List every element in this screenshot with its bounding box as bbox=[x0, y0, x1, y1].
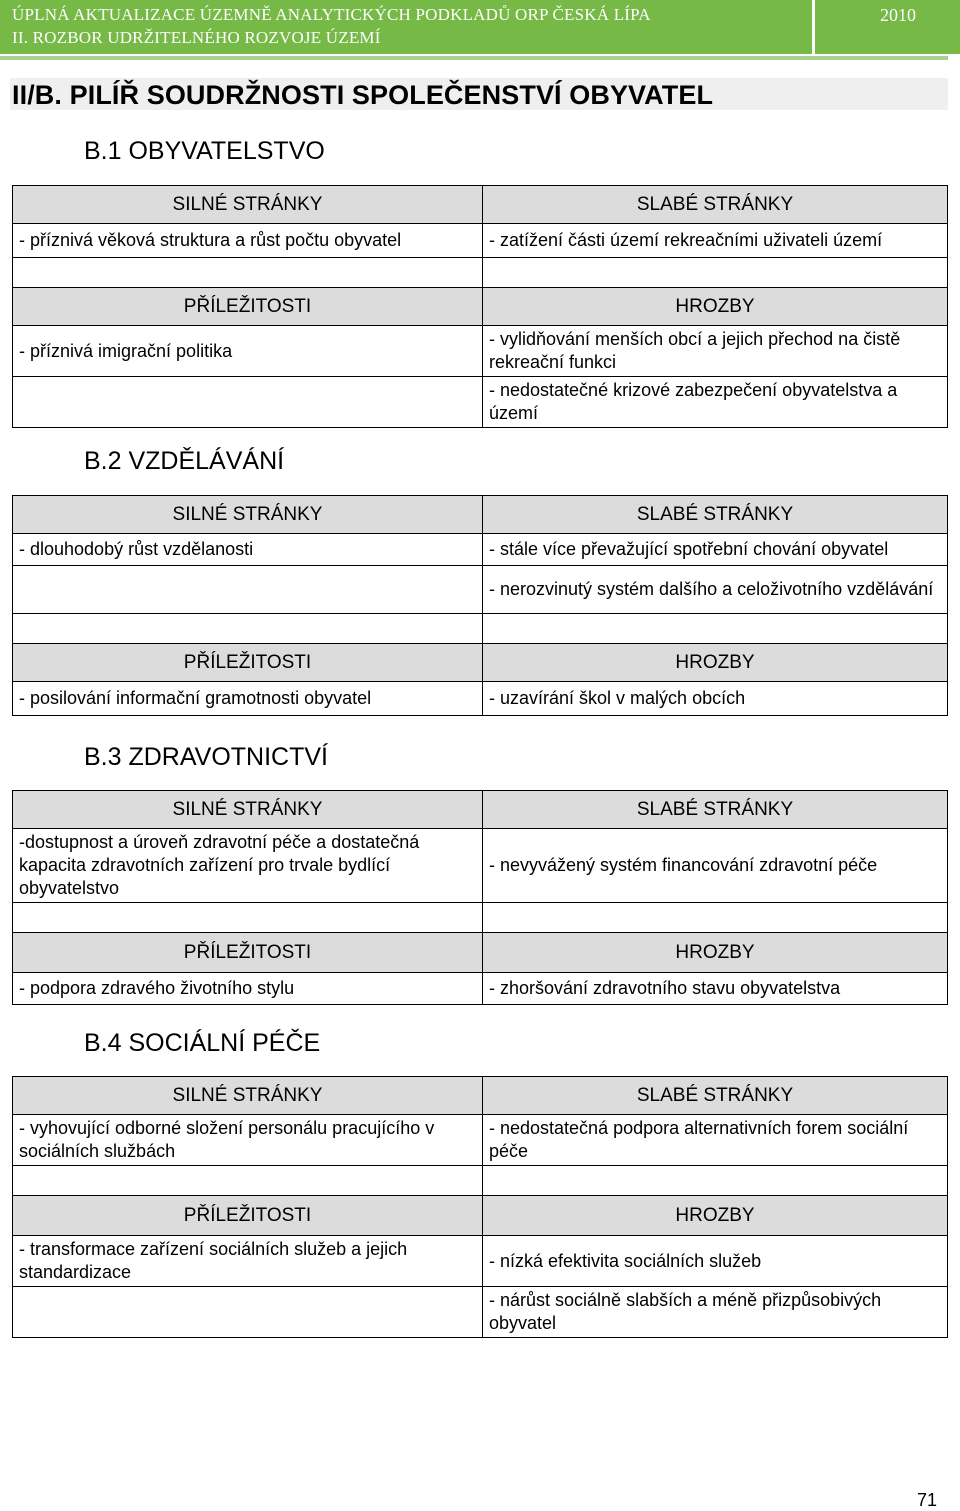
opportunity-item: - příznivá imigrační politika bbox=[13, 326, 483, 377]
threat-item: - nedostatečné krizové zabezpečení obyvatelstva a území bbox=[483, 377, 948, 428]
section-title-b3: B.3 ZDRAVOTNICTVÍ bbox=[84, 743, 329, 771]
header-title-block bbox=[6, 0, 812, 54]
weaknesses-header: SLABÉ STRÁNKY bbox=[483, 791, 948, 829]
opportunities-header: PŘÍLEŽITOSTI bbox=[13, 288, 483, 326]
strengths-header: SILNÉ STRÁNKY bbox=[13, 496, 483, 534]
header-banner bbox=[0, 0, 960, 54]
opportunity-item: - transformace zařízení sociálních služeb a jejich standardizace bbox=[13, 1236, 483, 1287]
weakness-item: - nedostatečná podpora alternativních forem sociální péče bbox=[483, 1115, 948, 1166]
strengths-header: SILNÉ STRÁNKY bbox=[13, 791, 483, 829]
threats-header: HROZBY bbox=[483, 933, 948, 973]
threat-item: - nízká efektivita sociálních služeb bbox=[483, 1236, 948, 1287]
strength-item: - příznivá věková struktura a růst počtu obyvatel bbox=[13, 224, 483, 258]
empty-cell bbox=[13, 903, 483, 933]
swot-table-b2 bbox=[12, 495, 948, 716]
threat-item: - uzavírání škol v malých obcích bbox=[483, 682, 948, 716]
weaknesses-header: SLABÉ STRÁNKY bbox=[483, 496, 948, 534]
swot-table-b4 bbox=[12, 1076, 948, 1338]
empty-cell bbox=[483, 614, 948, 644]
header-year: 2010 bbox=[880, 5, 916, 25]
empty-cell bbox=[483, 258, 948, 288]
threats-header: HROZBY bbox=[483, 1196, 948, 1236]
threat-item: - vylidňování menších obcí a jejich přechod na čistě rekreační funkci bbox=[483, 326, 948, 377]
threat-item: - nárůst sociálně slabších a méně přizpůsobivých obyvatel bbox=[483, 1287, 948, 1338]
page-number: 71 bbox=[917, 1490, 938, 1510]
section-title-b1: B.1 OBYVATELSTVO bbox=[84, 137, 325, 165]
strengths-header: SILNÉ STRÁNKY bbox=[13, 1077, 483, 1115]
header-line-2: II. ROZBOR UDRŽITELNÉHO ROZVOJE ÚZEMÍ bbox=[12, 28, 381, 47]
strength-item: - dlouhodobý růst vzdělanosti bbox=[13, 534, 483, 566]
opportunities-header: PŘÍLEŽITOSTI bbox=[13, 644, 483, 682]
weakness-item: - zatížení části území rekreačními uživateli území bbox=[483, 224, 948, 258]
part-title bbox=[10, 78, 948, 110]
threats-header: HROZBY bbox=[483, 288, 948, 326]
weakness-item: - stále více převažující spotřební chování obyvatel bbox=[483, 534, 948, 566]
weaknesses-header: SLABÉ STRÁNKY bbox=[483, 1077, 948, 1115]
opportunities-header: PŘÍLEŽITOSTI bbox=[13, 933, 483, 973]
opportunities-header: PŘÍLEŽITOSTI bbox=[13, 1196, 483, 1236]
empty-cell bbox=[13, 1166, 483, 1196]
header-line-1: ÚPLNÁ AKTUALIZACE ÚZEMNĚ ANALYTICKÝCH PODKLADŮ ORP ČESKÁ LÍPA bbox=[12, 5, 651, 24]
swot-table-b3 bbox=[12, 790, 948, 1005]
weaknesses-header: SLABÉ STRÁNKY bbox=[483, 186, 948, 224]
empty-cell bbox=[13, 377, 483, 428]
header-divider bbox=[812, 0, 815, 54]
opportunity-item: - podpora zdravého životního stylu bbox=[13, 973, 483, 1005]
threat-item: - zhoršování zdravotního stavu obyvatelstva bbox=[483, 973, 948, 1005]
threats-header: HROZBY bbox=[483, 644, 948, 682]
empty-cell bbox=[13, 1287, 483, 1338]
empty-cell bbox=[13, 566, 483, 614]
opportunity-item: - posilování informační gramotnosti obyvatel bbox=[13, 682, 483, 716]
strength-item: -dostupnost a úroveň zdravotní péče a dostatečná kapacita zdravotních zařízení pro trvale bydlící obyvatelstvo bbox=[13, 829, 483, 903]
strength-item: - vyhovující odborné složení personálu pracujícího v sociálních službách bbox=[13, 1115, 483, 1166]
empty-cell bbox=[13, 258, 483, 288]
weakness-item: - nevyvážený systém financování zdravotní péče bbox=[483, 829, 948, 903]
empty-cell bbox=[483, 903, 948, 933]
weakness-item: - nerozvinutý systém dalšího a celoživotního vzdělávání bbox=[483, 566, 948, 614]
swot-table-b1 bbox=[12, 185, 948, 428]
strengths-header: SILNÉ STRÁNKY bbox=[13, 186, 483, 224]
header-underline bbox=[0, 56, 948, 60]
part-title-text: II/B. PILÍŘ SOUDRŽNOSTI SPOLEČENSTVÍ OBYVATEL bbox=[12, 80, 714, 110]
empty-cell bbox=[483, 1166, 948, 1196]
empty-cell bbox=[13, 614, 483, 644]
section-title-b4: B.4 SOCIÁLNÍ PÉČE bbox=[84, 1029, 321, 1057]
section-title-b2: B.2 VZDĚLÁVÁNÍ bbox=[84, 447, 285, 475]
